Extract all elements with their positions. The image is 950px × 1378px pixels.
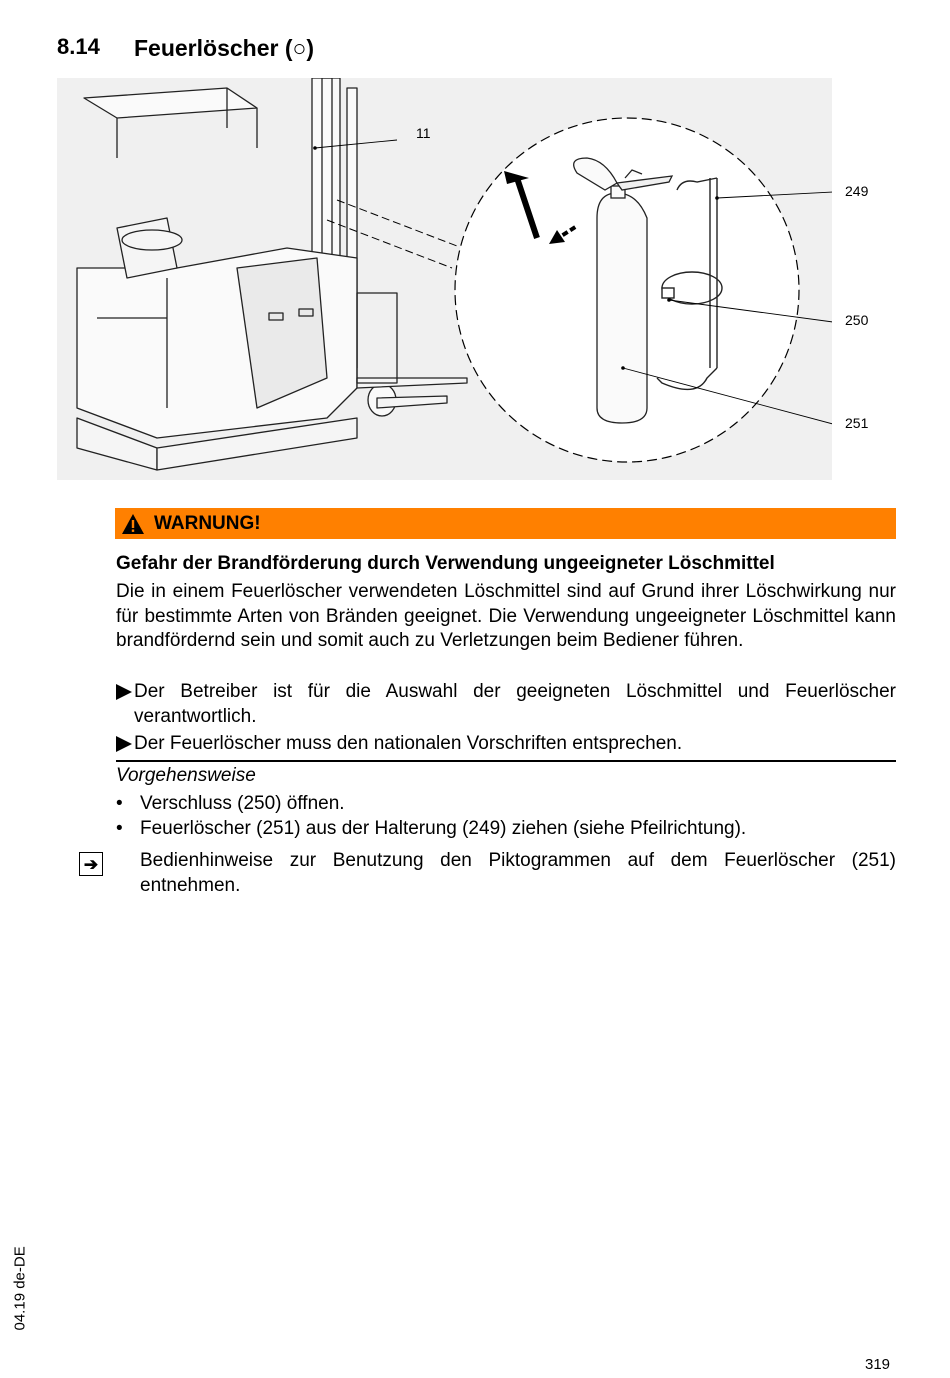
action-text: Der Feuerlöscher muss den nationalen Vorschriften entsprechen. bbox=[134, 733, 683, 754]
action-text: Der Betreiber ist für die Auswahl der geeigneten Löschmittel und Feuerlöscher verantwortlich. bbox=[134, 681, 896, 727]
warning-label: WARNUNG! bbox=[154, 512, 261, 534]
forklift-extinguisher-figure bbox=[57, 78, 832, 480]
action-triangle-icon bbox=[116, 736, 132, 752]
action-item bbox=[116, 680, 896, 729]
procedure-step-text: Feuerlöscher (251) aus der Halterung (249) ziehen (siehe Pfeilrichtung). bbox=[140, 818, 747, 839]
hazard-title: Gefahr der Brandförderung durch Verwendung ungeeigneter Löschmittel bbox=[116, 553, 775, 574]
warning-banner bbox=[115, 508, 896, 539]
page-number: 319 bbox=[865, 1356, 891, 1373]
procedure-heading: Vorgehensweise bbox=[116, 765, 256, 786]
bullet: • bbox=[116, 818, 123, 839]
document-code: 04.19 de-DE bbox=[11, 1246, 29, 1331]
bullet: • bbox=[116, 793, 123, 814]
procedure-step-text: Verschluss (250) öffnen. bbox=[140, 793, 345, 814]
callout-250: 250 bbox=[845, 312, 869, 328]
section-title: Feuerlöscher (○) bbox=[134, 35, 315, 61]
note-text: Bedienhinweise zur Benutzung den Piktogrammen auf dem Feuerlöscher (251) entnehmen. bbox=[140, 850, 896, 896]
callout-249: 249 bbox=[845, 183, 869, 199]
action-triangle-icon bbox=[116, 684, 132, 700]
warning-triangle-icon bbox=[121, 513, 145, 535]
hazard-text: Die in einem Feuerlöscher verwendeten Löschmittel sind auf Grund ihrer Löschwirkung nur für bestimmte Arten von Bränden geeignet. Die Verwendung ungeeigneter Löschmittel kann brandfördernd sein und somit auch zu Verletzungen beim Bediener führen. bbox=[116, 581, 896, 651]
callout-251: 251 bbox=[845, 415, 869, 431]
section-divider bbox=[116, 760, 896, 762]
action-item bbox=[116, 732, 896, 757]
callout-11: 11 bbox=[416, 125, 431, 141]
note-arrow-icon: ➔ bbox=[79, 852, 103, 876]
section-number: 8.14 bbox=[57, 34, 100, 59]
